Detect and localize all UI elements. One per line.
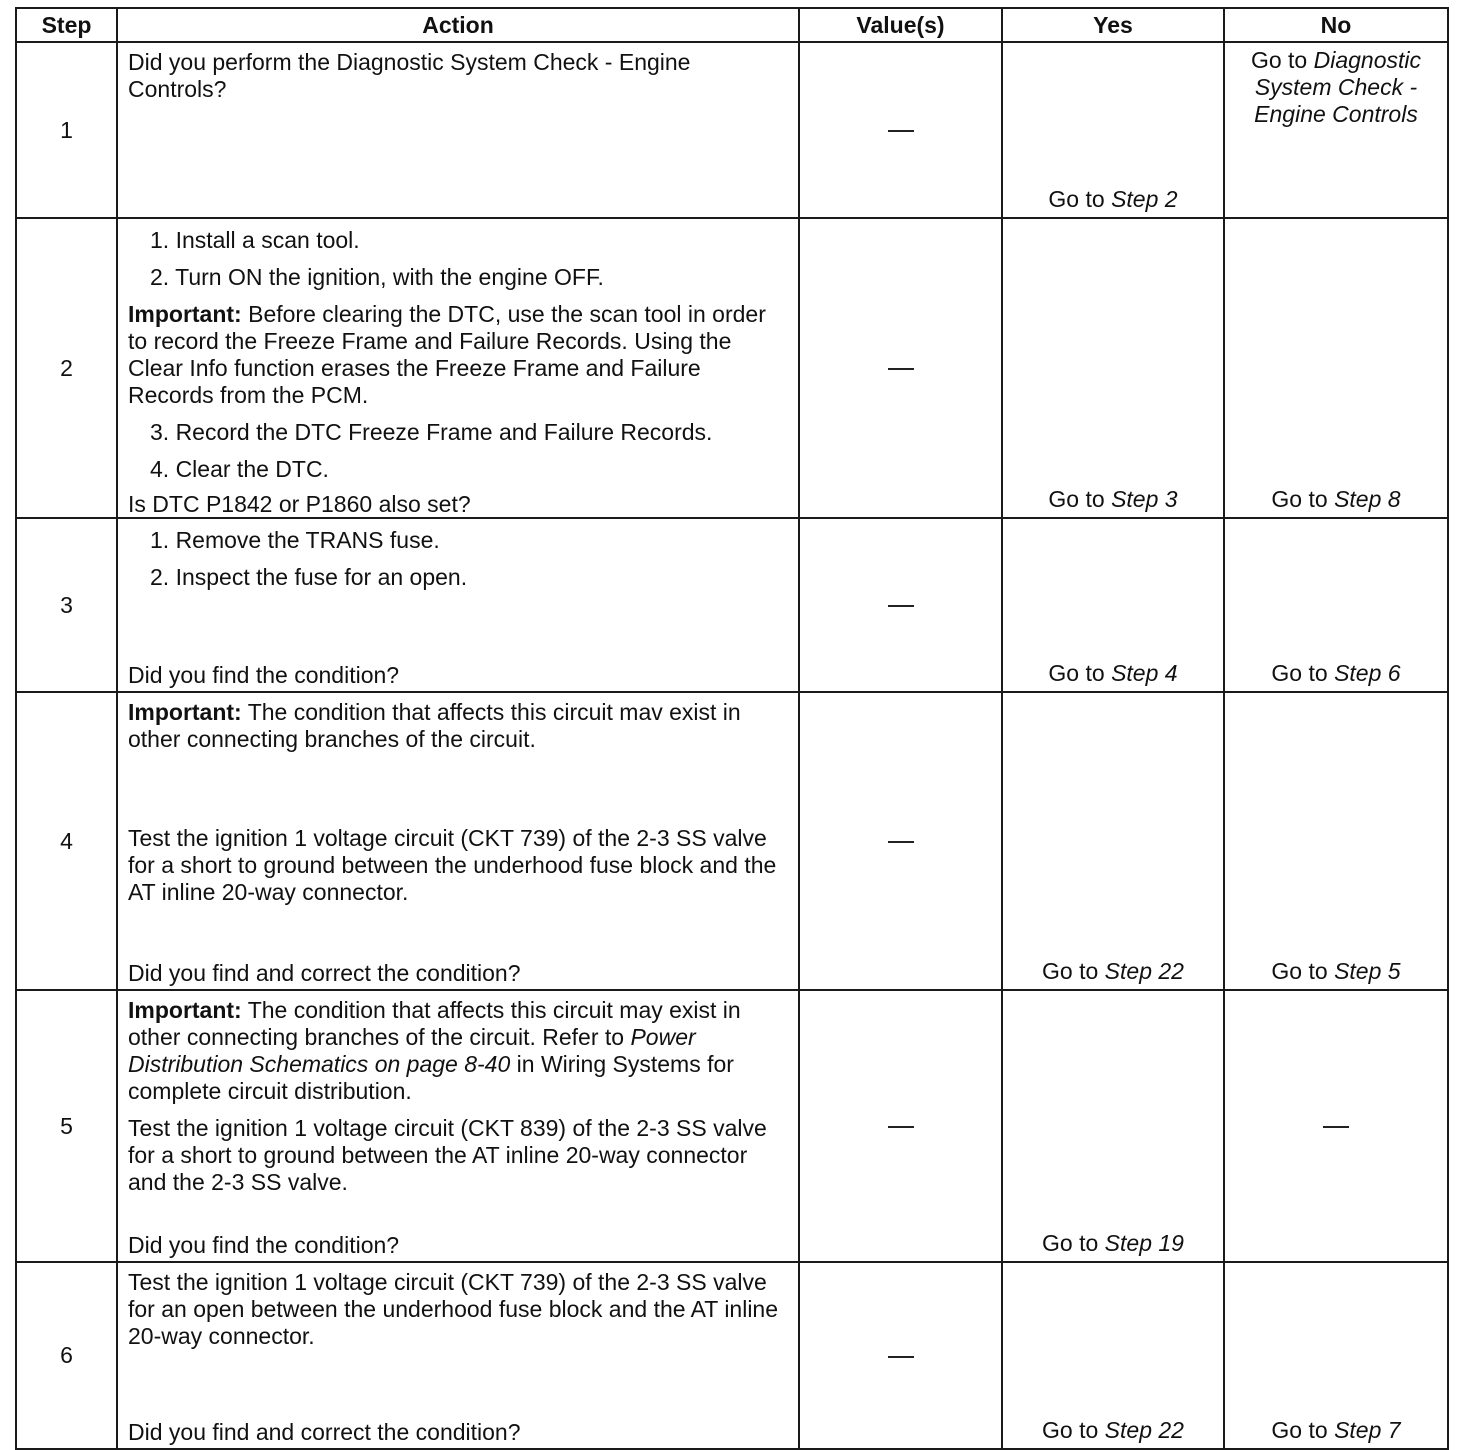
action-question: Did you find and correct the condition? [128,1419,521,1445]
go-to-label: Go to [1042,1417,1099,1443]
action-question: Did you find the condition? [128,662,400,688]
go-to-label: Go to [1042,958,1099,984]
go-to-label: Go to [1250,47,1308,73]
table-row [16,692,1448,990]
go-to-label: Go to [1271,486,1328,512]
action-cell [117,218,799,518]
power-distribution-link: Power Distribution Schematics on page 8-40 [128,1024,696,1077]
action-question: Did you find and correct the condition? [128,960,521,986]
go-to-label: Go to [1042,1230,1099,1256]
yes-cell [1002,518,1224,692]
value-cell [799,42,1002,218]
go-to-label: Go to [1271,660,1328,686]
dash-mark [1323,1126,1349,1128]
header-values: Value(s) [799,8,1002,42]
go-to-label: Go to [1048,186,1105,212]
no-step-link: Step 6 [1334,660,1401,686]
step-number: 3 [16,518,117,692]
yes-step-link: Step 22 [1104,1417,1184,1443]
action-item: 4. Clear the DTC. [150,456,329,482]
yes-step-link: Step 2 [1111,186,1178,212]
step-number: 5 [16,990,117,1262]
value-cell [799,1262,1002,1449]
action-cell [117,518,799,692]
value-cell [799,218,1002,518]
table-row [16,42,1448,218]
important-note [128,301,788,409]
important-label: Important: [128,301,242,327]
action-question: Did you perform the Diagnostic System Check - Engine Controls? [128,49,691,102]
header-action: Action [117,8,799,42]
yes-cell [1002,1262,1224,1449]
important-text: in Wiring Systems for complete circuit distribution. [128,1051,734,1104]
value-cell [799,518,1002,692]
table-row [16,990,1448,1262]
value-cell [799,692,1002,990]
dash-mark [888,841,914,843]
header-row [16,8,1448,42]
important-text: The condition that affects this circuit mav exist in other connecting branches of the circuit. [128,699,741,752]
no-step-link: Step 5 [1334,958,1401,984]
dash-mark [888,1126,914,1128]
value-cell [799,990,1002,1262]
action-cell [117,990,799,1262]
step-number: 2 [16,218,117,518]
action-test: Test the ignition 1 voltage circuit (CKT 739) of the 2-3 SS valve for a short to ground between the underhood fuse block and the AT inline 20-way connector. [128,825,777,905]
action-item: 1. Remove the TRANS fuse. [150,527,440,553]
dash-mark [888,368,914,370]
dash-mark [888,1356,914,1358]
yes-step-link: Step 19 [1104,1230,1184,1256]
action-question: Did you find the condition? [128,1232,400,1258]
yes-cell [1002,42,1224,218]
go-to-label: Go to [1048,486,1105,512]
no-step-link: Diagnostic System Check - Engine Controls [1254,47,1422,127]
header-no: No [1224,8,1448,42]
action-item: 1. Install a scan tool. [150,227,360,253]
important-label: Important: [128,699,242,725]
table-row [16,218,1448,518]
diagnostic-table [15,7,1449,1450]
important-note [128,997,788,1105]
no-cell [1224,218,1448,518]
yes-cell [1002,692,1224,990]
no-step-link: Step 7 [1334,1417,1401,1443]
important-text: The condition that affects this circuit may exist in other connecting branches of the circuit. Refer to [128,997,741,1050]
go-to-label: Go to [1271,1417,1328,1443]
action-item: 3. Record the DTC Freeze Frame and Failure Records. [150,419,713,445]
step-number: 6 [16,1262,117,1449]
no-cell [1224,42,1448,218]
action-test: Test the ignition 1 voltage circuit (CKT 839) of the 2-3 SS valve for a short to ground between the AT inline 20-way connector and the 2-3 SS valve. [128,1115,767,1195]
header-yes: Yes [1002,8,1224,42]
no-cell [1224,1262,1448,1449]
step-number: 4 [16,692,117,990]
go-to-label: Go to [1271,958,1328,984]
table-row [16,1262,1448,1449]
no-step-link: Step 8 [1334,486,1401,512]
yes-step-link: Step 4 [1111,660,1178,686]
important-label: Important: [128,997,242,1023]
yes-step-link: Step 3 [1111,486,1178,512]
important-note [128,699,788,753]
yes-step-link: Step 22 [1104,958,1184,984]
action-question: Is DTC P1842 or P1860 also set? [128,491,471,517]
action-cell [117,1262,799,1449]
action-test: Test the ignition 1 voltage circuit (CKT 739) of the 2-3 SS valve for an open between the underhood fuse block and the AT inline 20-way connector. [128,1269,779,1349]
action-item: 2. Turn ON the ignition, with the engine OFF. [150,264,604,290]
table-row [16,518,1448,692]
no-cell [1224,990,1448,1262]
step-number: 1 [16,42,117,218]
go-to-label: Go to [1048,660,1105,686]
important-text: Before clearing the DTC, use the scan tool in order to record the Freeze Frame and Failure Records. Using the Clear Info function erases the Freeze Frame and Failure Records from the PCM. [128,301,766,408]
action-item: 2. Inspect the fuse for an open. [150,564,468,590]
yes-cell [1002,990,1224,1262]
action-cell [117,692,799,990]
action-cell [117,42,799,218]
dash-mark [888,130,914,132]
header-step: Step [16,8,117,42]
no-cell [1224,518,1448,692]
dash-mark [888,605,914,607]
no-cell [1224,692,1448,990]
yes-cell [1002,218,1224,518]
